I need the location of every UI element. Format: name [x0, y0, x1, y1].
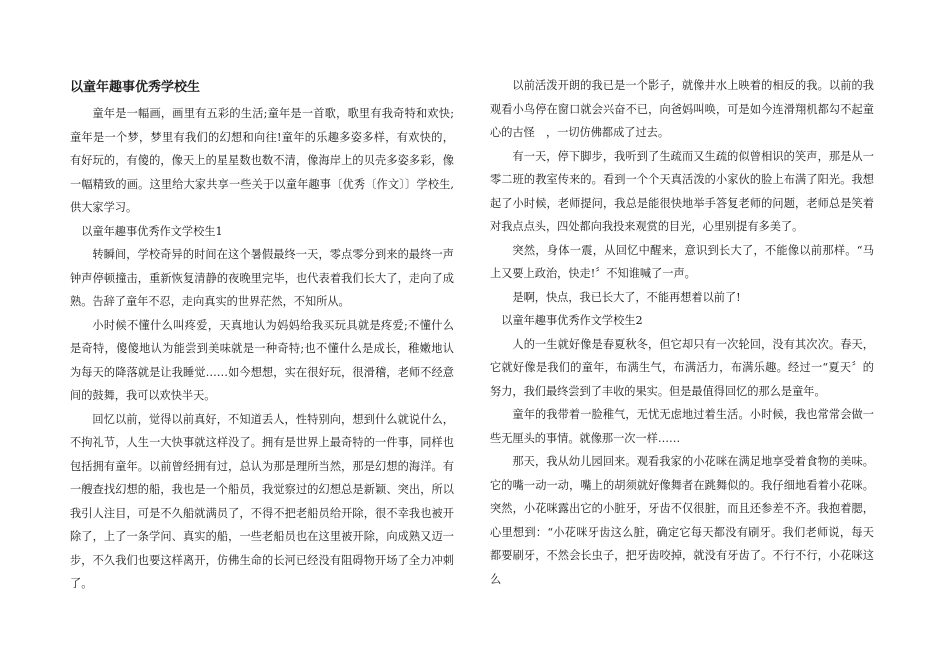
paragraph: 有一天，停下脚步，我听到了生疏而又生疏的似曾相识的笑声，那是从一零二班的教室传来的。看到一个个天真活泼的小家伙的脸上布满了阳光。我想起了小时候，老师提问，我总是能很快地举手答复老师的问题，老师总是笑着对我点点头，四处都向我投来观赏的目光，心里别提有多美了。	[490, 149, 874, 233]
left-column	[70, 74, 454, 596]
paragraph: 童年的我带着一脸稚气，无忧无虑地过着生活。小时候，我也常常会做一些无厘头的事情。就像那一次一样……	[490, 408, 874, 445]
paragraph: 以前活泼开朗的我已是一个影子，就像井水上映着的相反的我。以前的我观看小鸟停在窗口就会兴奋不已，向爸妈叫唤，可是如今连滑翔机都勾不起童心的古怪 ，一切仿佛都成了过去。	[490, 79, 874, 139]
subheading-essay-1: 以童年趣事优秀作文学校生1	[81, 224, 223, 238]
paragraph: 回忆以前，觉得以前真好，不知道丢人，性特别向，想到什么就说什么，不拘礼节，人生一大快事就这样没了。拥有是世界上最奇特的一件事，同样也包括拥有童年。以前曾经拥有过，总认为那是理所当然，那是幻想的海洋。有一艘查找幻想的船，我也是一个船员，我觉察过的幻想总是新颖、突出，所以我引人注目，可是不久船就满员了，不得不把老船员给开除，很不幸我也被开除了，上了一条学问、真实的船，一些老船员也在这里被开除，向成熟又迈一步，不久我们也要这样离开，仿佛生命的长河已经没有阻碍物开场了全力冲刺了。	[70, 412, 454, 590]
subheading-essay-2: 以童年趣事优秀作文学校生2	[501, 314, 643, 327]
paragraph: 突然，身体一震，从回忆中醒来，意识到长大了，不能像以前那样。“马上又要上政治，快走!〞不知谁喊了一声。	[490, 243, 874, 280]
paragraph: 是啊，快点，我已长大了，不能再想着以前了!	[512, 290, 741, 304]
document-title: 以童年趣事优秀学校生	[70, 80, 201, 95]
paragraph: 那天，我从幼儿园回来。观看我家的小花咪在满足地享受着食物的美味。它的嘴一动一动，嘴上的胡须就好像舞者在跳舞似的。我仔细地看着小花咪。突然，小花咪露出它的小脏牙，牙齿不仅很脏，而且还参差不齐。我抱着腮，心里想到：“小花咪牙齿这么脏，确定它每天都没有刷牙。我们老师说，每天都要刷牙，不然会长虫子，把牙齿咬掉，就没有牙齿了。不行不行，小花咪这么	[490, 455, 874, 586]
paragraph-intro: 童年是一幅画，画里有五彩的生活;童年是一首歌，歌里有我奇特和欢快;童年是一个梦，梦里有我们的幻想和向往!童年的乐趣多姿多样，有欢快的，有好玩的，有傻的，像天上的星星数也数不清，像海岸上的贝壳多姿多彩，像一幅精致的画。这里给大家共享一些关于以童年趣事〔优秀〔作文〕〕学校生,供大家学习。	[70, 107, 454, 214]
paragraph: 人的一生就好像是春夏秋冬，但它却只有一次轮回，没有其次次。春天，它就好像是我们的童年，布满生气，布满活力，布满乐趣。经过一“夏天〞的努力，我们最终尝到了丰收的果实。但是最值得回忆的那么是童年。	[490, 337, 874, 398]
paragraph: 小时候不懂什么叫疼爱，天真地认为妈妈给我买玩具就是疼爱;不懂什么是奇特，傻傻地认为能尝到美味就是一种奇特;也不懂什么是成长，稚嫩地认为每天的降落就是让我睡觉……如今想想，实在很好玩，很滑稽，老师不经意间的鼓舞，我可以欢快半天。	[70, 318, 454, 402]
paragraph: 转瞬间，学校奇异的时间在这个暑假最终一天，零点零分到来的最终一声钟声停顿撞击，重新恢复清静的夜晚里完毕，也代表着我们长大了，走向了成熟。告辞了童年不忍，走向真实的世界茫然，不知所从。	[70, 248, 454, 308]
right-column	[490, 74, 874, 591]
